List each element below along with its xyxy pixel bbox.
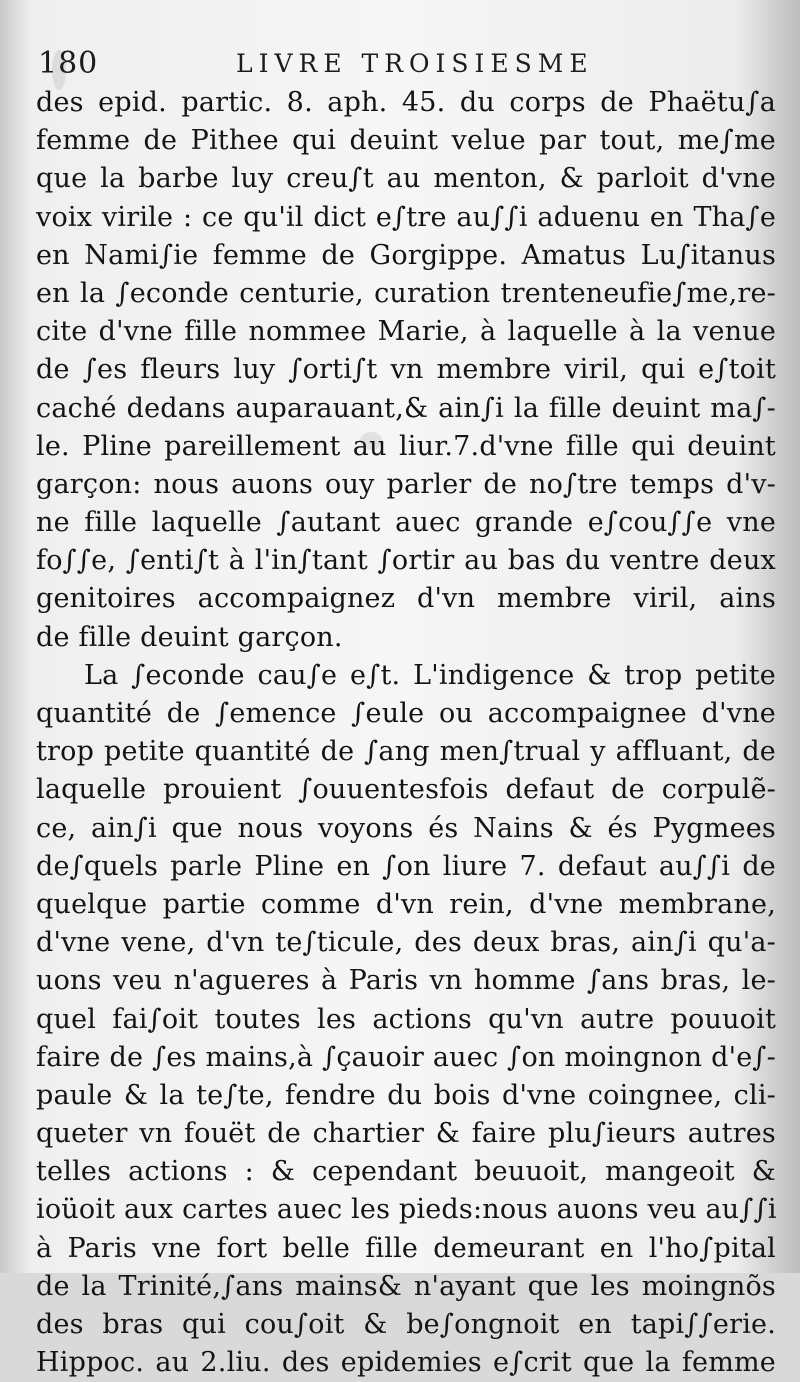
text-line: d'vne vene, d'vn te∫ticule, des deux bras, ain∫i qu'a- bbox=[36, 927, 776, 959]
text-line: Hippoc. au 2.liu. des epidemies e∫crit que la femme bbox=[36, 1347, 776, 1379]
text-line: faire de ∫es mains,à ∫çauoir auec ∫on moingnon d'e∫- bbox=[36, 1041, 776, 1073]
text-line: de∫quels parle Pline en ∫on liure 7. defaut au∫∫i de bbox=[36, 850, 776, 882]
running-head bbox=[38, 44, 778, 84]
text-line: à Paris vne fort belle fille demeurant en l'ho∫pital bbox=[36, 1232, 776, 1264]
text-line: femme de Pithee qui deuint velue par tout, me∫me bbox=[36, 125, 776, 157]
text-line: de la Trinité,∫ans mains& n'ayant que les moingnõs bbox=[36, 1270, 776, 1302]
text-line: quel fai∫oit toutes les actions qu'vn autre pouuoit bbox=[36, 1003, 776, 1035]
text-line: laquelle prouient ∫ouuentesfois defaut de corpulẽ- bbox=[36, 774, 776, 806]
text-line: cite d'vne fille nommee Marie, à laquelle à la venue bbox=[36, 316, 776, 348]
text-line: garçon: nous auons ouy parler de no∫tre temps d'v- bbox=[36, 468, 776, 500]
text-line: caché dedans auparauant,& ain∫i la fille deuint ma∫- bbox=[36, 392, 776, 424]
text-line: ioüoit aux cartes auec les pieds:nous auons veu au∫∫i bbox=[36, 1194, 777, 1226]
text-line: ne fille laquelle ∫autant auec grande e∫cou∫∫e vne bbox=[36, 507, 776, 539]
text-line: en la ∫econde centurie, curation trenteneufie∫me,re- bbox=[36, 277, 776, 309]
text-line: fo∫∫e, ∫enti∫t à l'in∫tant ∫ortir au bas du ventre deux bbox=[36, 545, 776, 577]
paragraph-first-line: La ∫econde cau∫e e∫t. L'indigence & trop petite bbox=[84, 659, 776, 691]
page-number: 180 bbox=[38, 46, 99, 81]
text-line: des bras qui cou∫oit & be∫ongnoit en tapi∫∫erie. bbox=[36, 1309, 776, 1340]
body-text bbox=[36, 84, 776, 1382]
text-line: de ∫es fleurs luy ∫orti∫t vn membre viril, qui e∫toit bbox=[36, 354, 776, 386]
text-line: trop petite quantité de ∫ang men∫trual y affluant, de bbox=[36, 736, 776, 768]
text-line: que la barbe luy creu∫t au menton, & parloit d'vne bbox=[36, 163, 776, 195]
text-line: telles actions : & cependant beuuoit, mangeoit & bbox=[36, 1156, 776, 1188]
text-line: en Nami∫ie femme de Gorgippe. Amatus Lu∫itanus bbox=[36, 239, 776, 271]
text-line: voix virile : ce qu'il dict e∫tre au∫∫i aduenu en Tha∫e bbox=[36, 201, 776, 233]
text-line: paule & la te∫te, fendre du bois d'vne coingnee, cli- bbox=[36, 1079, 776, 1111]
text-line: uons veu n'agueres à Paris vn homme ∫ans bras, le- bbox=[36, 965, 776, 997]
text-line: queter vn fouët de chartier & faire plu∫ieurs autres bbox=[36, 1118, 776, 1150]
running-title: LIVRE TROISIESME bbox=[236, 49, 594, 78]
text-line: le. Pline pareillement au liur.7.d'vne fille qui deuint bbox=[36, 430, 776, 462]
text-line: de fille deuint garçon. bbox=[36, 621, 343, 653]
text-line: ce, ain∫i que nous voyons és Nains & és Pygmees bbox=[36, 812, 776, 844]
text-line: quantité de ∫emence ∫eule ou accompaignee d'vne bbox=[36, 698, 776, 729]
text-line: quelque partie comme d'vn rein, d'vne membrane, bbox=[36, 888, 776, 920]
text-line: des epid. partic. 8. aph. 45. du corps de Phaëtu∫a bbox=[36, 87, 776, 118]
text-line: genitoires accompaignez d'vn membre viril, ains bbox=[36, 583, 776, 615]
